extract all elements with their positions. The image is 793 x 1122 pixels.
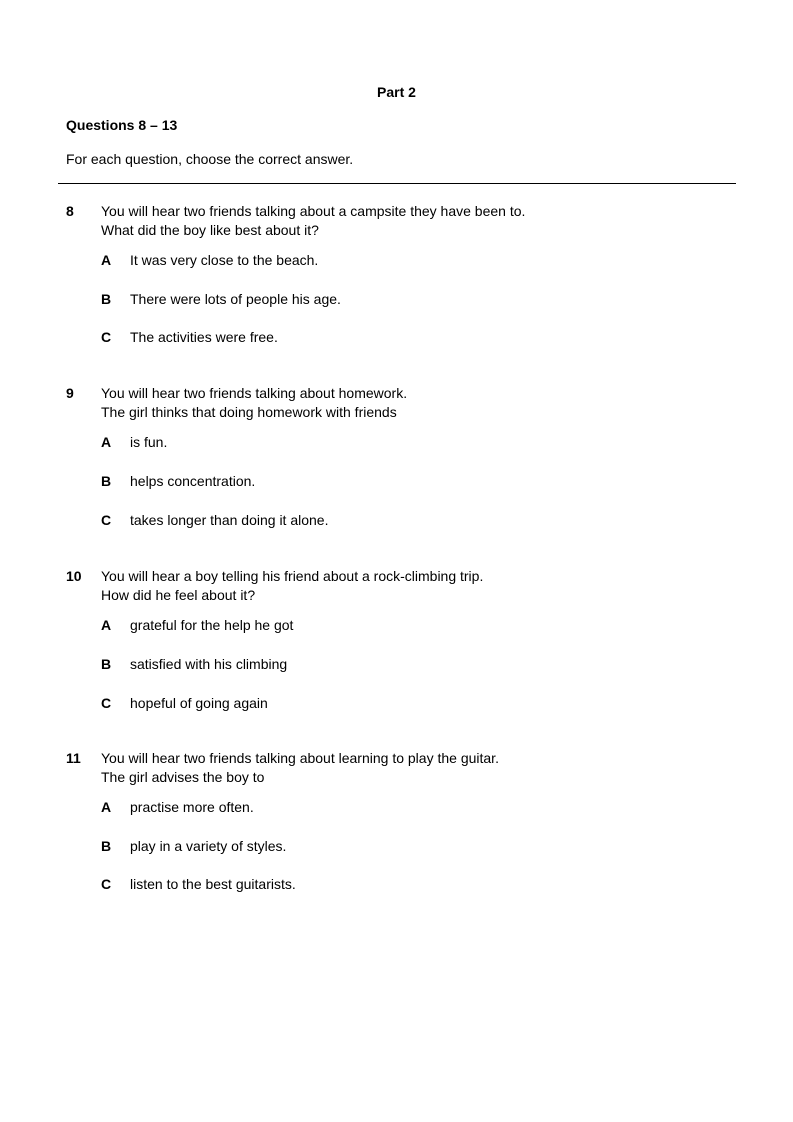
option-text: hopeful of going again [130, 695, 268, 711]
option-text: helps concentration. [130, 473, 256, 489]
option-text: listen to the best guitarists. [130, 876, 296, 892]
question-number: 8 [66, 203, 74, 219]
option-text: satisfied with his climbing [130, 656, 288, 672]
questions-range-heading: Questions 8 – 13 [66, 117, 178, 133]
question-stem: The girl thinks that doing homework with friends [101, 404, 397, 420]
option-letter: C [101, 512, 112, 528]
question-9 [66, 384, 726, 528]
question-prompt: You will hear two friends talking about learning to play the guitar. [101, 750, 499, 766]
option-text: is fun. [130, 434, 168, 450]
question-prompt: You will hear a boy telling his friend about a rock-climbing trip. [101, 568, 484, 584]
question-10 [66, 567, 726, 711]
question-prompt: You will hear two friends talking about homework. [101, 385, 408, 401]
option-text: takes longer than doing it alone. [130, 512, 329, 528]
option-text: practise more often. [130, 799, 254, 815]
option-letter: B [101, 838, 112, 854]
question-number: 10 [66, 568, 82, 584]
question-number: 11 [66, 750, 81, 766]
question-11 [66, 749, 726, 892]
option-letter: B [101, 473, 112, 489]
header-divider [58, 183, 736, 184]
option-letter: A [101, 617, 112, 633]
option-letter: C [101, 329, 112, 345]
question-number: 9 [66, 385, 74, 401]
option-text: There were lots of people his age. [130, 291, 341, 307]
question-stem: The girl advises the boy to [101, 769, 265, 785]
question-8 [66, 202, 726, 345]
instructions-text: For each question, choose the correct answer. [66, 151, 354, 167]
page-title: Part 2 [377, 84, 416, 100]
option-letter: A [101, 799, 112, 815]
option-text: It was very close to the beach. [130, 252, 319, 268]
option-letter: B [101, 291, 112, 307]
option-text: The activities were free. [130, 329, 278, 345]
question-stem: What did the boy like best about it? [101, 222, 319, 238]
option-text: grateful for the help he got [130, 617, 294, 633]
option-letter: C [101, 695, 112, 711]
question-prompt: You will hear two friends talking about a campsite they have been to. [101, 203, 526, 219]
option-letter: A [101, 252, 112, 268]
option-letter: C [101, 876, 112, 892]
option-text: play in a variety of styles. [130, 838, 287, 854]
option-letter: A [101, 434, 112, 450]
question-stem: How did he feel about it? [101, 587, 256, 603]
option-letter: B [101, 656, 112, 672]
